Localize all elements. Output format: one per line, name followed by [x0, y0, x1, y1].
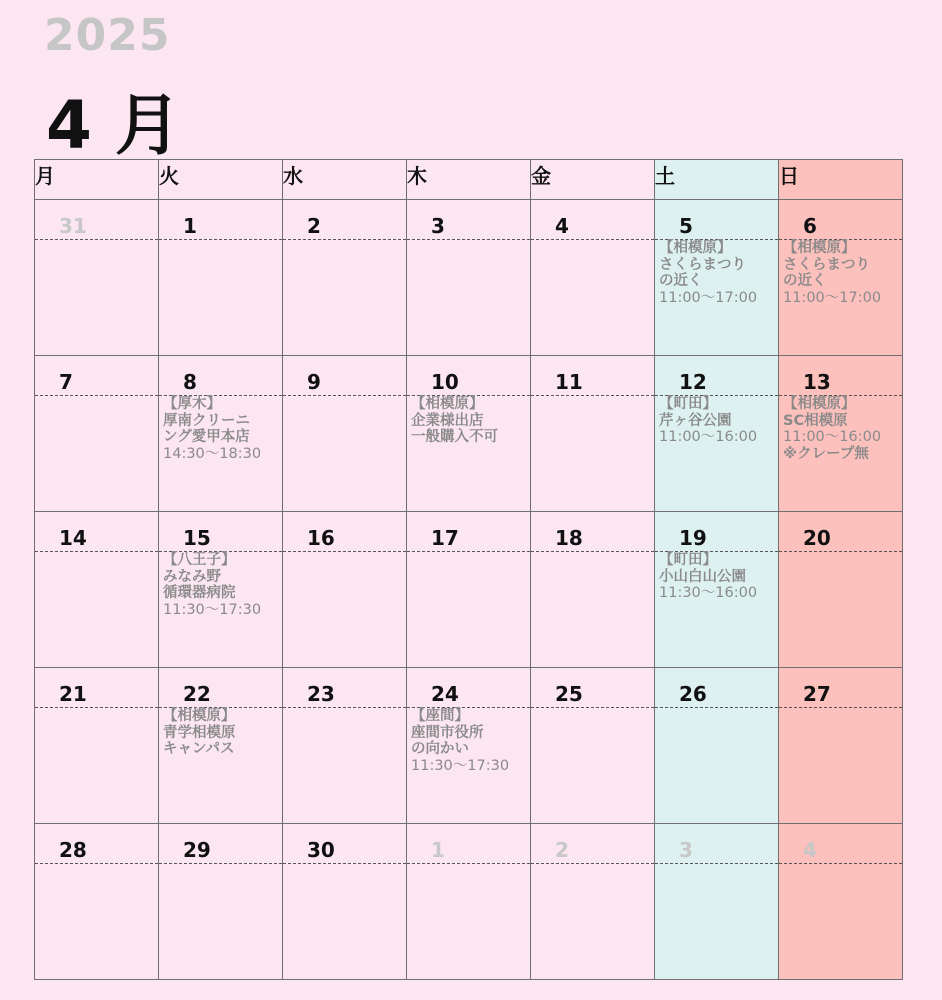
event-area: 【厚木】	[163, 396, 221, 412]
day-cell	[159, 200, 283, 356]
dashed-divider	[779, 707, 902, 708]
event-location: SC相模原	[783, 412, 848, 429]
month-title: 4 月	[46, 87, 181, 164]
day-cell	[655, 824, 779, 980]
dashed-divider	[407, 239, 530, 240]
event-time: 11:00〜17:00	[783, 289, 882, 306]
dashed-divider	[283, 863, 406, 864]
day-number: 15	[183, 526, 211, 550]
day-cell	[655, 200, 779, 356]
day-cell	[159, 668, 283, 824]
event-location: の近く	[783, 273, 827, 289]
day-number: 16	[307, 526, 335, 550]
day-cell	[655, 668, 779, 824]
event-time: 11:00〜17:00	[659, 289, 758, 306]
day-number: 28	[59, 838, 87, 862]
day-cell	[779, 824, 903, 980]
day-cell	[407, 356, 531, 512]
dashed-divider	[531, 863, 654, 864]
event-info	[659, 396, 776, 446]
event-area: 【座間】	[411, 708, 469, 724]
dashed-divider	[159, 863, 282, 864]
dashed-divider	[779, 863, 902, 864]
day-cell	[655, 512, 779, 668]
day-number: 6	[803, 214, 817, 238]
weekday-header-row	[35, 160, 903, 200]
event-location: 座間市役所	[411, 724, 484, 741]
event-location: みなみ野	[163, 568, 221, 585]
event-info	[659, 552, 776, 602]
day-number: 13	[803, 370, 831, 394]
week-row	[35, 668, 903, 824]
dashed-divider	[283, 395, 406, 396]
day-cell	[531, 200, 655, 356]
event-area: 【相模原】	[411, 396, 484, 412]
day-cell	[407, 512, 531, 668]
calendar-grid	[34, 159, 903, 980]
event-info	[411, 396, 528, 446]
day-cell	[283, 356, 407, 512]
event-time: 11:30〜16:00	[659, 585, 758, 601]
event-info	[411, 708, 528, 774]
day-number: 12	[679, 370, 707, 394]
day-number: 25	[555, 682, 583, 706]
dashed-divider	[779, 551, 902, 552]
day-cell	[283, 200, 407, 356]
day-cell	[531, 512, 655, 668]
day-number: 11	[555, 370, 583, 394]
dashed-divider	[655, 707, 778, 708]
event-note: ※クレープ無	[783, 445, 869, 462]
event-area: 【相模原】	[163, 708, 236, 724]
dashed-divider	[407, 863, 530, 864]
day-cell	[407, 824, 531, 980]
day-number: 4	[803, 838, 817, 862]
dashed-divider	[35, 863, 158, 864]
dashed-divider	[531, 239, 654, 240]
event-location: ング愛甲本店	[163, 429, 250, 445]
day-cell	[283, 512, 407, 668]
day-number: 30	[307, 838, 335, 862]
event-info	[783, 396, 900, 462]
day-number: 2	[555, 838, 569, 862]
event-location: さくらまつり	[659, 256, 746, 273]
event-area: 【八王子】	[163, 552, 236, 568]
day-cell	[283, 824, 407, 980]
day-cell	[283, 668, 407, 824]
dashed-divider	[159, 239, 282, 240]
event-location: の向かい	[411, 741, 469, 757]
event-location: 一般購入不可	[411, 429, 498, 445]
day-number: 29	[183, 838, 211, 862]
year-label: 2025	[44, 10, 171, 61]
day-number: 21	[59, 682, 87, 706]
day-number: 4	[555, 214, 569, 238]
day-cell	[35, 824, 159, 980]
dashed-divider	[655, 863, 778, 864]
day-cell	[531, 824, 655, 980]
dashed-divider	[35, 707, 158, 708]
weekday-sun: 日	[779, 160, 903, 200]
day-number: 23	[307, 682, 335, 706]
day-cell	[655, 356, 779, 512]
day-number: 2	[307, 214, 321, 238]
day-number: 7	[59, 370, 73, 394]
day-number: 27	[803, 682, 831, 706]
day-number: 14	[59, 526, 87, 550]
day-cell	[35, 512, 159, 668]
day-cell	[159, 512, 283, 668]
day-cell	[35, 200, 159, 356]
event-info	[659, 240, 776, 306]
day-number: 26	[679, 682, 707, 706]
dashed-divider	[531, 707, 654, 708]
day-cell	[35, 356, 159, 512]
weekday-mon: 月	[35, 160, 159, 200]
day-cell	[779, 512, 903, 668]
dashed-divider	[35, 395, 158, 396]
event-location: さくらまつり	[783, 256, 870, 273]
day-number: 3	[431, 214, 445, 238]
week-row	[35, 824, 903, 980]
event-location: 青学相模原	[163, 724, 236, 741]
dashed-divider	[531, 395, 654, 396]
event-location: 企業様出店	[411, 412, 484, 429]
day-number: 1	[183, 214, 197, 238]
event-location: 循環器病院	[163, 585, 236, 601]
event-area: 【相模原】	[783, 396, 856, 412]
weekday-wed: 水	[283, 160, 407, 200]
dashed-divider	[407, 551, 530, 552]
weekday-sat: 土	[655, 160, 779, 200]
day-number: 18	[555, 526, 583, 550]
day-cell	[531, 356, 655, 512]
event-info	[163, 552, 280, 618]
day-cell	[531, 668, 655, 824]
day-cell	[779, 356, 903, 512]
event-area: 【町田】	[659, 552, 717, 568]
event-area: 【相模原】	[659, 240, 732, 256]
day-number: 31	[59, 214, 87, 238]
dashed-divider	[283, 551, 406, 552]
event-location: の近く	[659, 273, 703, 289]
weekday-fri: 金	[531, 160, 655, 200]
week-row	[35, 200, 903, 356]
event-time: 14:30〜18:30	[163, 445, 262, 462]
event-time: 11:00〜16:00	[783, 429, 882, 445]
day-number: 5	[679, 214, 693, 238]
day-cell	[779, 200, 903, 356]
dashed-divider	[283, 239, 406, 240]
weekday-thu: 木	[407, 160, 531, 200]
day-cell	[779, 668, 903, 824]
day-number: 22	[183, 682, 211, 706]
event-time: 11:30〜17:30	[163, 601, 262, 618]
day-number: 19	[679, 526, 707, 550]
event-time: 11:00〜16:00	[659, 429, 758, 445]
day-cell	[407, 668, 531, 824]
day-number: 3	[679, 838, 693, 862]
event-info	[163, 396, 280, 462]
day-number: 20	[803, 526, 831, 550]
week-row	[35, 356, 903, 512]
day-number: 17	[431, 526, 459, 550]
event-area: 【町田】	[659, 396, 717, 412]
day-number: 24	[431, 682, 459, 706]
day-number: 1	[431, 838, 445, 862]
day-cell	[407, 200, 531, 356]
day-cell	[159, 356, 283, 512]
day-number: 9	[307, 370, 321, 394]
weekday-tue: 火	[159, 160, 283, 200]
day-number: 10	[431, 370, 459, 394]
event-info	[783, 240, 900, 306]
day-cell	[35, 668, 159, 824]
week-row	[35, 512, 903, 668]
event-location: 小山白山公園	[659, 568, 746, 585]
dashed-divider	[35, 239, 158, 240]
event-info	[163, 708, 280, 758]
day-number: 8	[183, 370, 197, 394]
event-location: キャンパス	[163, 741, 235, 757]
day-cell	[159, 824, 283, 980]
dashed-divider	[531, 551, 654, 552]
event-location: 芹ヶ谷公園	[659, 412, 732, 429]
event-time: 11:30〜17:30	[411, 757, 510, 774]
event-location: 厚南クリーニ	[163, 412, 250, 429]
event-area: 【相模原】	[783, 240, 856, 256]
dashed-divider	[35, 551, 158, 552]
dashed-divider	[283, 707, 406, 708]
